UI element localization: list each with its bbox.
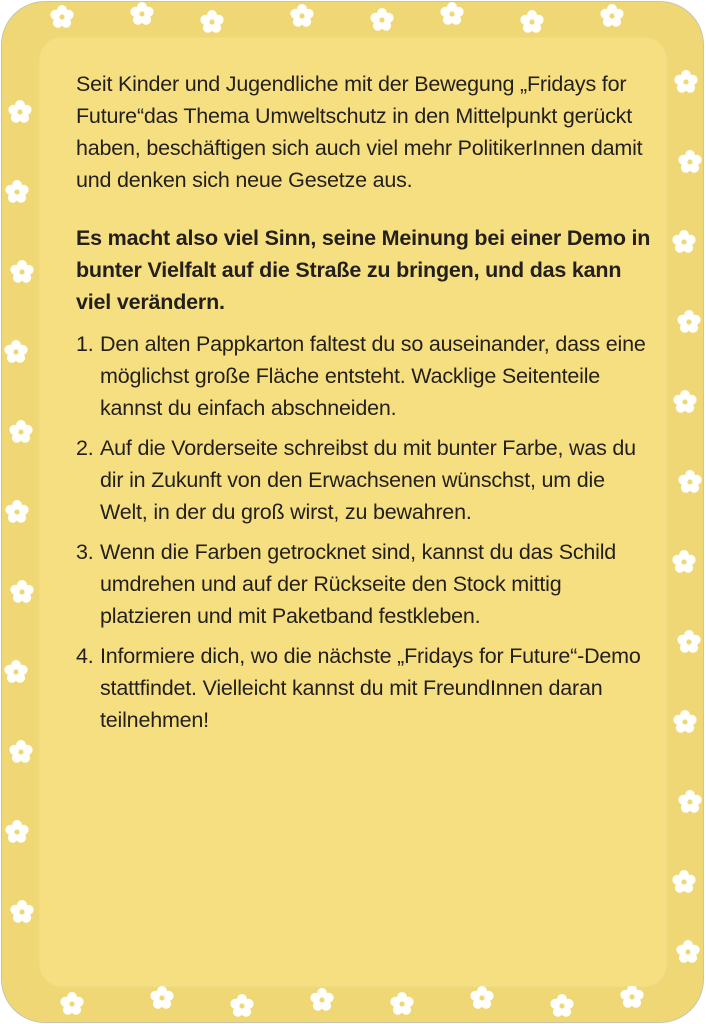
card-text	[76, 68, 656, 744]
step-text: Auf die Vorderseite schreibst du mit bunter Farbe, was du dir in Zukunft von den Erwachsenen wünschst, um die Welt, in der du groß wirst, zu bewahren.	[100, 436, 636, 524]
intro-paragraph: Seit Kinder und Jugendliche mit der Bewegung „Fridays for Future“das Thema Umweltschutz in den Mittelpunkt gerückt haben, beschäftigen sich auch viel mehr PolitikerInnen damit und denken sich neue Gesetze aus.	[76, 72, 643, 192]
step-item	[76, 640, 656, 736]
step-text: Informiere dich, wo die nächste „Fridays for Future“-Demo stattfindet. Vielleicht kannst du mit FreundInnen daran teilnehmen!	[100, 644, 641, 732]
step-item	[76, 536, 656, 632]
step-number: 1.	[76, 332, 94, 356]
steps-list	[76, 328, 656, 736]
step-item	[76, 328, 656, 424]
step-text: Den alten Pappkarton faltest du so auseinander, dass eine möglichst große Fläche entsteht. Wacklige Seitenteile kannst du einfach abschneiden.	[100, 332, 646, 420]
emphasis-paragraph: Es macht also viel Sinn, seine Meinung bei einer Demo in bunter Vielfalt auf die Straße zu bringen, und das kann viel verändern.	[76, 226, 651, 314]
step-number: 3.	[76, 540, 94, 564]
step-item	[76, 432, 656, 528]
step-number: 4.	[76, 644, 94, 668]
step-number: 2.	[76, 436, 94, 460]
step-text: Wenn die Farben getrocknet sind, kannst du das Schild umdrehen und auf der Rückseite den Stock mittig platzieren und mit Paketband festkleben.	[100, 540, 617, 628]
